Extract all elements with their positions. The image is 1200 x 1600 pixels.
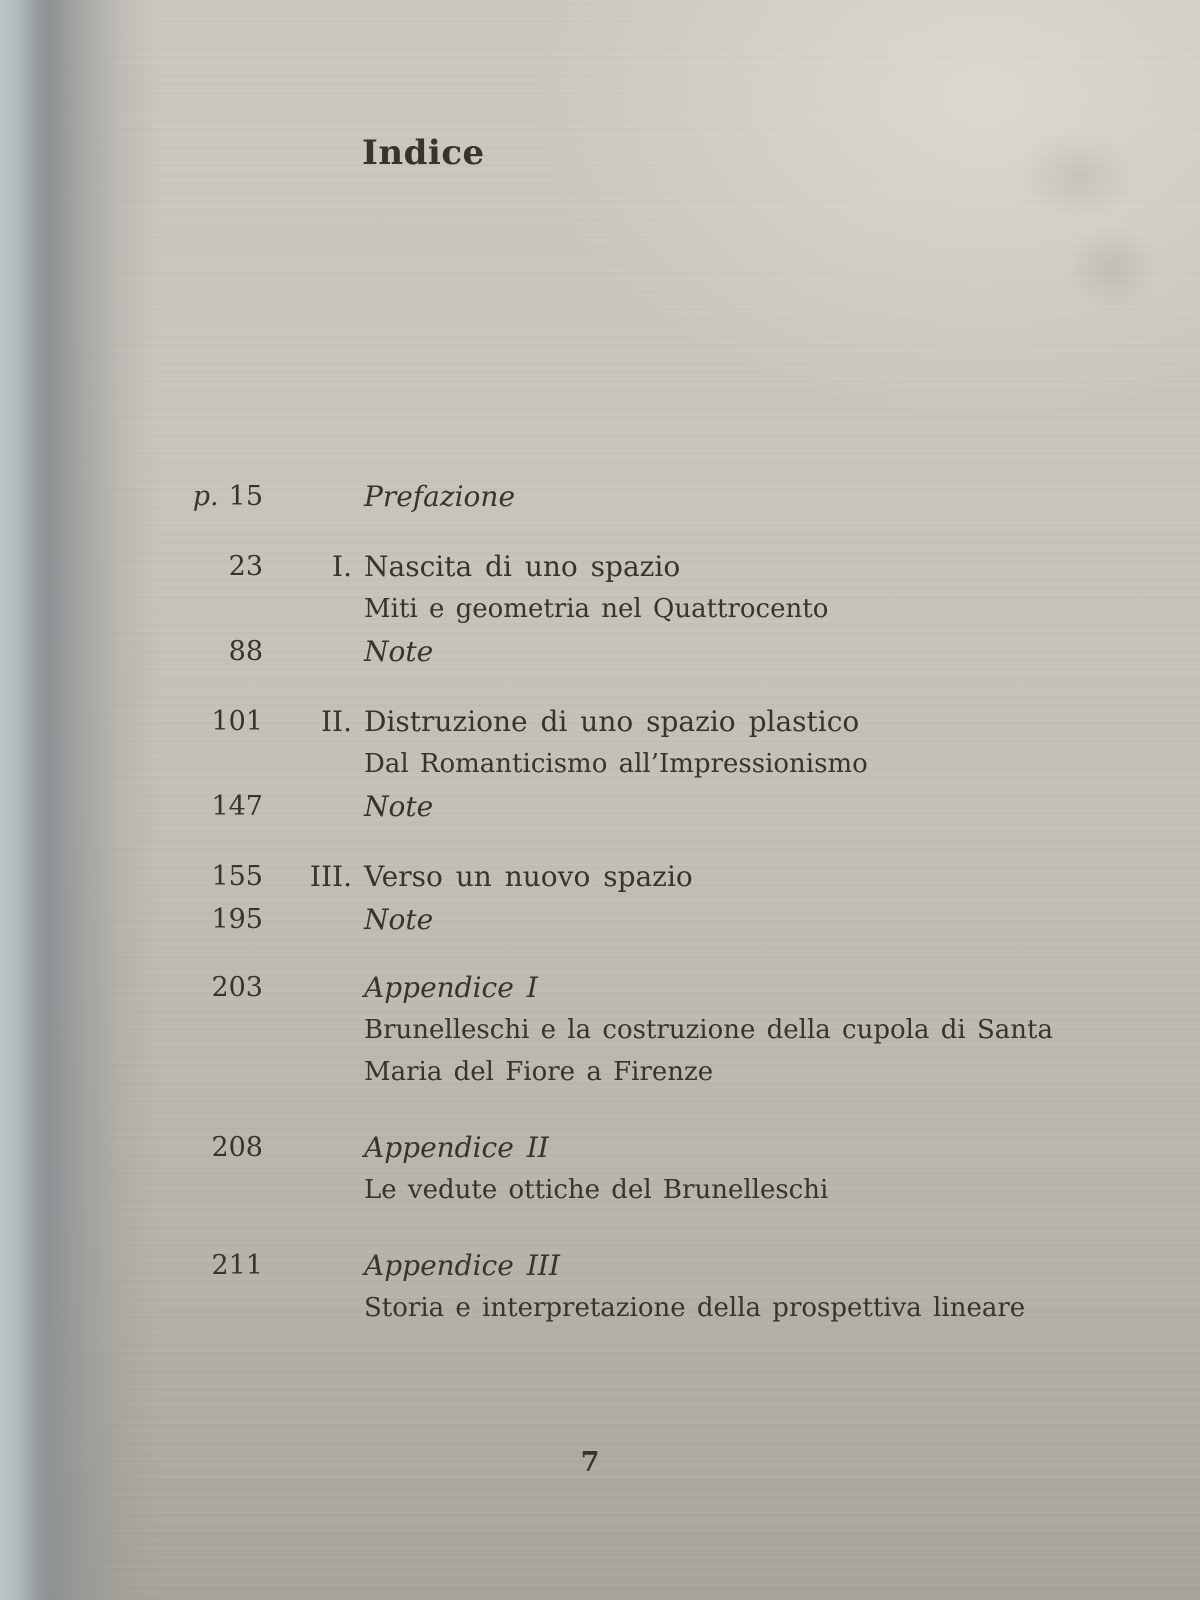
entry-title: Verso un nuovo spazio <box>364 860 693 893</box>
page-number-value: 155 <box>211 861 263 892</box>
entry-text <box>364 1127 828 1211</box>
chapter-roman-numeral: II. <box>320 705 352 738</box>
toc-row <box>0 786 1200 828</box>
entry-title: Note <box>364 790 434 823</box>
chapter-roman-numeral: I. <box>332 550 352 583</box>
entry-page-number <box>0 856 263 898</box>
entry-title: Note <box>364 635 434 668</box>
entry-title: Appendice III <box>364 1249 560 1282</box>
table-of-contents <box>0 476 1200 1329</box>
toc-row <box>0 899 1200 941</box>
entry-subtitle: Storia e interpretazione della prospettiva lineare <box>364 1293 1026 1323</box>
page-number-value: 195 <box>211 904 263 935</box>
entry-text <box>364 967 1064 1093</box>
entry-subtitle: Miti e geometria nel Quattrocento <box>364 594 829 624</box>
entry-page-number <box>0 701 263 743</box>
page-prefix: p. <box>192 481 219 512</box>
entry-page-number <box>0 786 263 828</box>
page-number-value: 203 <box>211 972 263 1003</box>
entry-title: Nascita di uno spazio <box>364 550 681 583</box>
page-number-value: 15 <box>228 481 263 512</box>
entry-page-number <box>0 631 263 673</box>
entry-title: Note <box>364 903 434 936</box>
entry-subtitle: Dal Romanticismo all’Impressionismo <box>364 749 868 779</box>
page-number-value: 147 <box>211 791 263 822</box>
toc-row <box>0 546 1200 630</box>
entry-text <box>364 899 433 941</box>
page-title: Indice <box>362 133 485 173</box>
folio-page-number: 7 <box>580 1447 600 1478</box>
toc-row <box>0 701 1200 785</box>
entry-text <box>364 546 828 630</box>
page-number-value: 208 <box>211 1132 263 1163</box>
entry-subtitle: Le vedute ottiche del Brunelleschi <box>364 1175 829 1205</box>
entry-subtitle: Brunelleschi e la costruzione della cupola di Santa Maria del Fiore a Firenze <box>364 1015 1053 1087</box>
entry-title: Appendice I <box>364 971 538 1004</box>
entry-page-number <box>0 899 263 941</box>
entry-page-number <box>0 546 263 588</box>
toc-row <box>0 1245 1200 1329</box>
entry-title: Prefazione <box>364 480 516 513</box>
entry-page-number <box>0 967 263 1009</box>
chapter-roman-numeral: III. <box>309 860 352 893</box>
entry-text <box>364 856 693 898</box>
entry-text <box>364 786 433 828</box>
entry-title: Distruzione di uno spazio plastico <box>364 705 860 738</box>
toc-row <box>0 476 1200 518</box>
entry-text <box>364 631 433 673</box>
toc-row <box>0 1127 1200 1211</box>
toc-row <box>0 631 1200 673</box>
entry-text <box>364 1245 1025 1329</box>
toc-row <box>0 967 1200 1093</box>
entry-page-number <box>0 1245 263 1287</box>
page-number-value: 101 <box>211 706 263 737</box>
page-number-value: 23 <box>228 551 263 582</box>
page-number-value: 211 <box>211 1250 263 1281</box>
page-number-value: 88 <box>228 636 263 667</box>
entry-page-number <box>0 476 263 518</box>
entry-text <box>364 476 515 518</box>
toc-row <box>0 856 1200 898</box>
entry-title: Appendice II <box>364 1131 549 1164</box>
entry-page-number <box>0 1127 263 1169</box>
entry-text <box>364 701 868 785</box>
